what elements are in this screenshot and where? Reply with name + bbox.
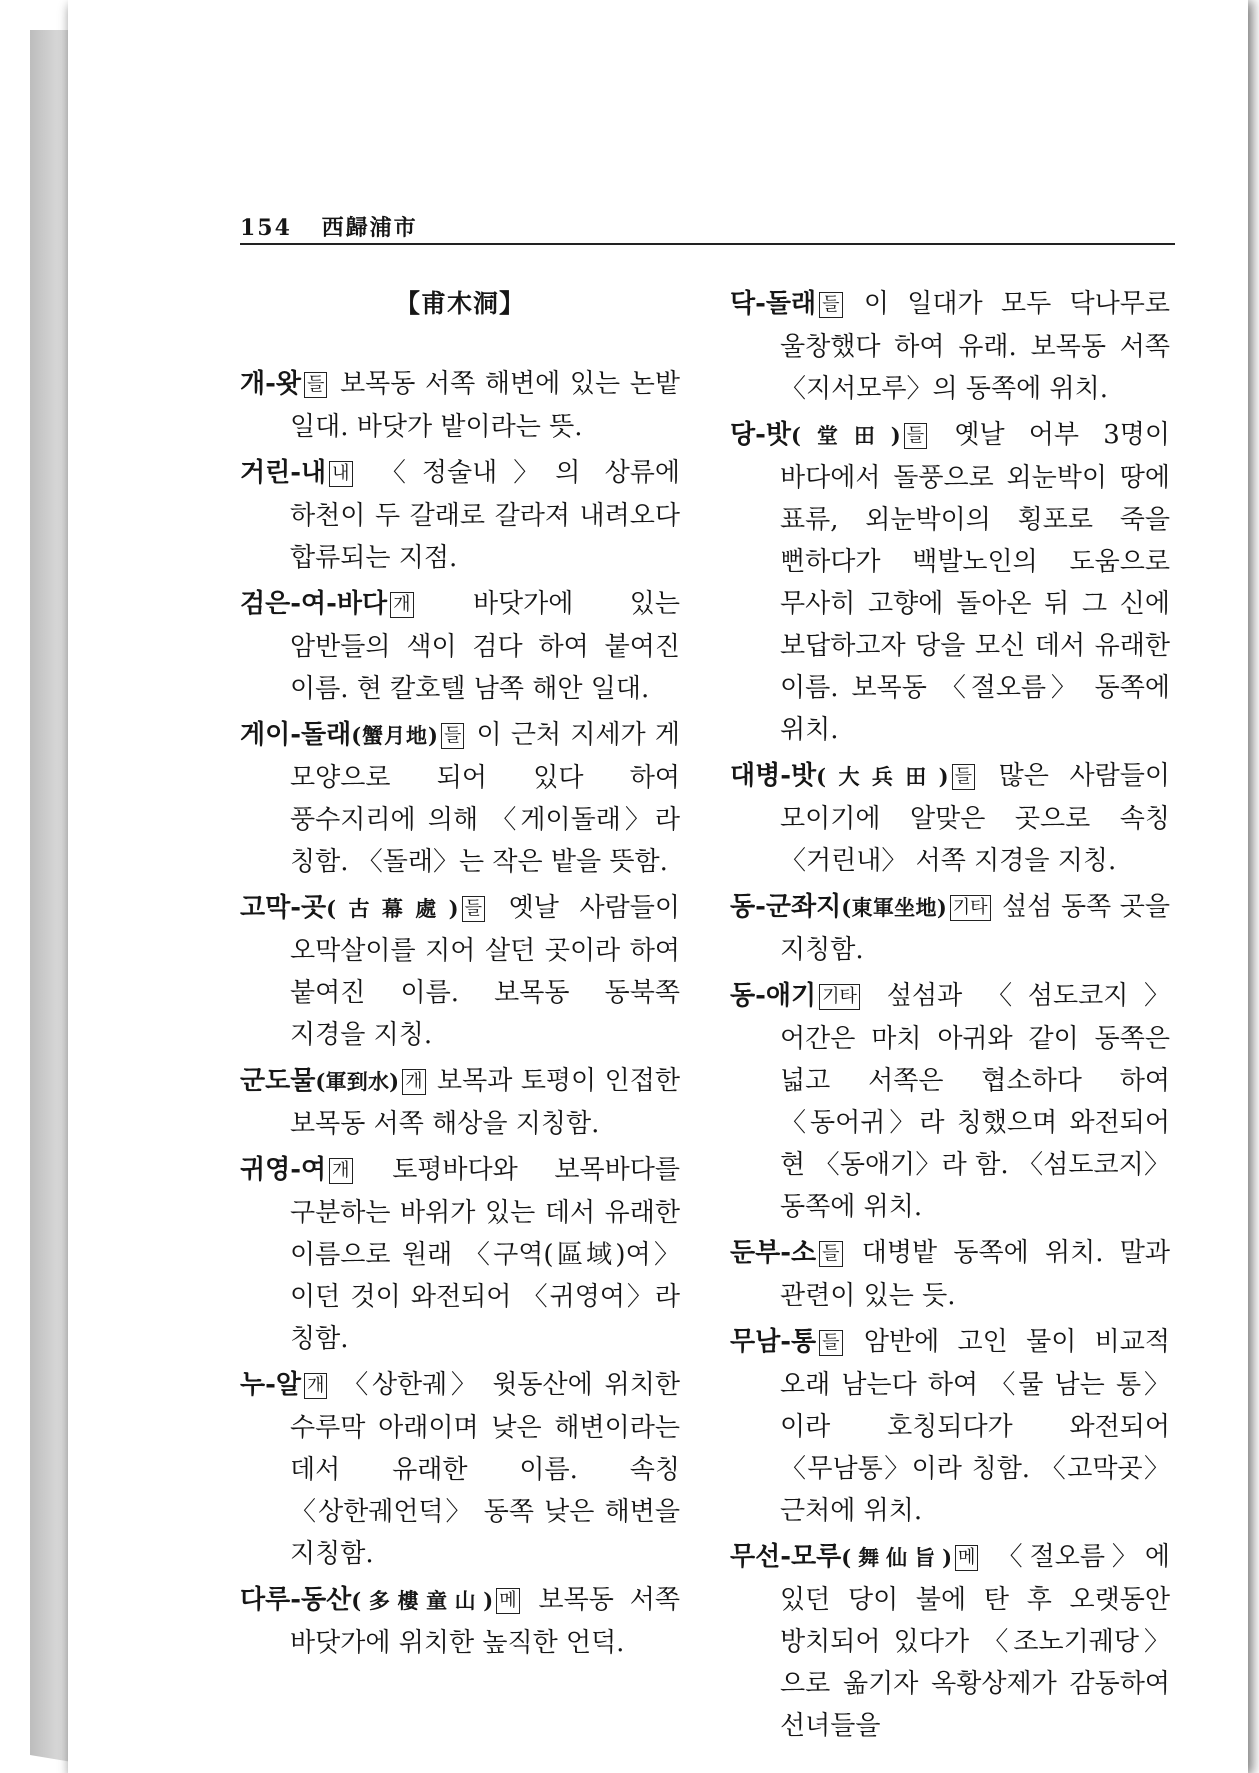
category-tag: 개 xyxy=(304,1373,327,1399)
category-tag: 들 xyxy=(462,896,485,922)
entry-hanja: (堂田) xyxy=(791,423,901,448)
right-column xyxy=(730,283,1170,1751)
entry-hanja: (東軍坐地) xyxy=(841,895,947,920)
entry xyxy=(730,1321,1170,1532)
entry-text: 옛날 어부 3명이 바다에서 돌풍으로 외눈박이 땅에 표류, 외눈박이의 횡포로 죽을 뻔하다가 백발노인의 도움으로 무사히 고향에 돌아온 뒤 그 신에 보답하고자 당을 모신 데서 유래한 이름. 보목동 〈절오름〉 동쪽에 위치. xyxy=(780,420,1170,745)
entry xyxy=(240,1579,680,1664)
entry-term: 군도물 xyxy=(240,1066,316,1096)
entry-term: 무선-모루 xyxy=(730,1542,842,1572)
entry xyxy=(240,1060,680,1145)
entry xyxy=(240,363,680,448)
entry-text: 섶섬 동쪽 곳을 지칭함. xyxy=(780,892,1170,965)
entry-term: 동-애기 xyxy=(730,981,817,1011)
entry-text: 〈정술내〉의 상류에 하천이 두 갈래로 갈라져 내려오다 합류되는 지점. xyxy=(290,458,681,573)
entry xyxy=(730,755,1170,882)
entry-text: 보목동 서쪽 바닷가에 위치한 높직한 언덕. xyxy=(290,1585,680,1658)
category-tag: 들 xyxy=(819,1241,842,1267)
page-number: 154 xyxy=(240,215,292,241)
category-tag: 들 xyxy=(304,372,327,398)
entry-text: 암반에 고인 물이 비교적 오래 남는다 하여 〈물 남는 통〉이라 호칭되다가 와전되어 〈무남통〉이라 칭함. 〈고막곳〉 근처에 위치. xyxy=(780,1327,1170,1526)
entry-term: 게이-돌래 xyxy=(240,720,352,750)
entry-text: 섶섬과 〈섬도코지〉 어간은 마치 아귀와 같이 동쪽은 넓고 서쪽은 협소하다 하여 〈동어귀〉라 칭했으며 와전되어 현 〈동애기〉라 함. 〈섬도코지〉 동쪽에 위치. xyxy=(780,981,1171,1222)
entry-text: 보목과 토평이 인접한 보목동 서쪽 해상을 지칭함. xyxy=(290,1066,680,1139)
entry-term: 무남-통 xyxy=(730,1327,817,1357)
entry xyxy=(730,886,1170,971)
left-column xyxy=(240,283,680,1668)
entry-hanja: (大兵田) xyxy=(816,764,949,789)
entry-term: 누-알 xyxy=(240,1370,302,1400)
entry-text: 토평바다와 보목바다를 구분하는 바위가 있는 데서 유래한 이름으로 원래 〈구역(區域)여〉이던 것이 와전되어 〈귀영여〉라 칭함. xyxy=(290,1155,680,1354)
category-tag: 내 xyxy=(329,461,352,487)
entry xyxy=(730,1232,1170,1317)
category-tag: 들 xyxy=(819,1330,842,1356)
category-tag: 들 xyxy=(441,723,464,749)
entry xyxy=(730,283,1170,410)
entry-term: 귀영-여 xyxy=(240,1155,327,1185)
entry-text: 〈상한궤〉 윗동산에 위치한 수루막 아래이며 낮은 해변이라는 데서 유래한 이름. 속칭 〈상한궤언덕〉 동쪽 낮은 해변을 지칭함. xyxy=(290,1370,680,1569)
entry-term: 닥-돌래 xyxy=(730,289,817,319)
entry-hanja: (軍到水) xyxy=(315,1069,400,1094)
category-tag: 메 xyxy=(955,1545,978,1571)
entry-text: 많은 사람들이 모이기에 알맞은 곳으로 속칭 〈거린내〉 서쪽 지경을 지칭. xyxy=(780,761,1171,876)
entry-hanja: (古幕處) xyxy=(326,896,459,921)
book-page xyxy=(68,0,1248,1773)
entry-text: 〈절오름〉에 있던 당이 불에 탄 후 오랫동안 방치되어 있다가 〈조노기궤당〉으로 옮기자 옥황상제가 감동하여 선녀들을 xyxy=(780,1542,1171,1741)
category-tag: 들 xyxy=(952,764,975,790)
category-tag: 기타 xyxy=(950,895,991,921)
category-tag: 기타 xyxy=(819,984,860,1010)
category-tag: 메 xyxy=(496,1588,519,1614)
entry xyxy=(240,452,680,579)
entry-text: 이 근처 지세가 게 모양으로 되어 있다 하여 풍수지리에 의해 〈게이돌래〉라 칭함. 〈돌래〉는 작은 밭을 뜻함. xyxy=(290,720,681,877)
entry-term: 검은-여-바다 xyxy=(240,589,388,619)
entry xyxy=(240,714,680,883)
category-tag: 개 xyxy=(329,1158,352,1184)
entry-term: 당-밧 xyxy=(730,420,792,450)
entry-term: 둔부-소 xyxy=(730,1238,817,1268)
category-tag: 들 xyxy=(904,423,927,449)
entry-term: 동-군좌지 xyxy=(730,892,842,922)
section-title: 【甫木洞】 xyxy=(394,289,525,318)
entry xyxy=(730,975,1170,1228)
entry-text: 대병밭 동쪽에 위치. 말과 관련이 있는 듯. xyxy=(780,1238,1170,1311)
entry-term: 거린-내 xyxy=(240,458,327,488)
entry-text: 옛날 사람들이 오막살이를 지어 살던 곳이라 하여 붙여진 이름. 보목동 동북쪽 지경을 지칭. xyxy=(290,893,681,1050)
running-head xyxy=(240,213,1175,245)
entry-text: 바닷가에 있는 암반들의 색이 검다 하여 붙여진 이름. 현 칼호텔 남쪽 해안 일대. xyxy=(290,589,680,704)
entry-text: 보목동 서쪽 해변에 있는 논밭 일대. 바닷가 밭이라는 뜻. xyxy=(290,369,681,442)
entry-hanja: (多樓童山) xyxy=(351,1588,494,1613)
entry-hanja: (舞仙旨) xyxy=(841,1545,953,1570)
category-tag: 개 xyxy=(402,1069,425,1095)
category-tag: 들 xyxy=(819,292,842,318)
category-tag: 개 xyxy=(390,592,413,618)
entry-text: 이 일대가 모두 닥나무로 울창했다 하여 유래. 보목동 서쪽 〈지서모루〉의 동쪽에 위치. xyxy=(780,289,1170,404)
entry-term: 고막-곳 xyxy=(240,893,327,923)
entry xyxy=(730,1536,1170,1747)
page-body xyxy=(240,0,1240,1773)
entry xyxy=(240,1149,680,1360)
entry-hanja: (蟹月地) xyxy=(351,723,438,748)
running-title: 西歸浦市 xyxy=(321,215,418,241)
entry-term: 다루-동산 xyxy=(240,1585,352,1615)
entry xyxy=(240,1364,680,1575)
entry xyxy=(240,887,680,1056)
entry xyxy=(240,583,680,710)
entry-term: 개-왓 xyxy=(240,369,302,399)
entry-term: 대병-밧 xyxy=(730,761,817,791)
entry xyxy=(730,414,1170,751)
